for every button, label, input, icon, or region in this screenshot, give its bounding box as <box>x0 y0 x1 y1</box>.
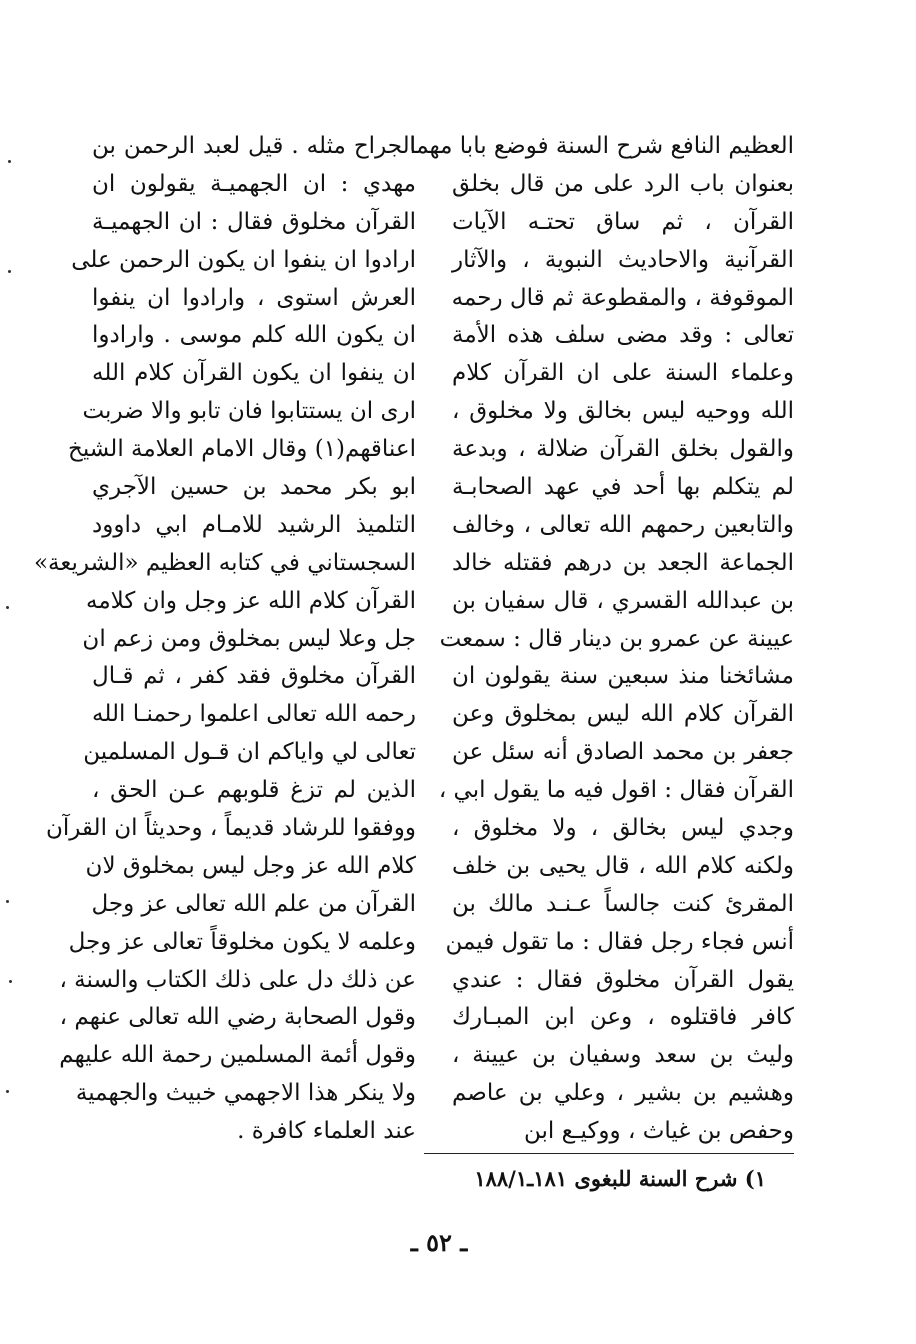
text-line: القرآن ، ثم ساق تحتـه الآيات <box>452 208 794 235</box>
text-line: القرآن فقال : اقول فيه ما يقول ابي ، <box>438 777 794 804</box>
text-line: الجماعة الجعد بن درهم فقتله خالد <box>452 549 794 576</box>
scan-speck <box>9 980 12 983</box>
text-line: رحمه الله تعالى اعلموا رحمنـا الله <box>92 701 416 728</box>
text-line: التلميذ الرشيد للامـام ابي داوود <box>92 511 416 538</box>
page-number: ـ ٥٢ ـ <box>410 1228 468 1257</box>
scan-speck <box>8 160 11 163</box>
text-line: كلام الله عز وجل ليس بمخلوق لان <box>85 852 416 879</box>
text-line: القرآن مخلوق فقد كفر ، ثم قـال <box>92 663 416 690</box>
text-line: القرآن مخلوق فقال : ان الجهميـة <box>92 208 416 235</box>
text-line: عن ذلك دل على ذلك الكتاب والسنة ، <box>59 966 416 993</box>
footnote-rule <box>424 1153 794 1154</box>
text-line: ولكنه كلام الله ، قال يحيى بن خلف <box>452 852 794 879</box>
text-line: ان يكون الله كلم موسى . وارادوا <box>92 322 416 349</box>
text-line: السجستاني في كتابه العظيم «الشريعة» <box>33 549 416 576</box>
text-line: عيينة عن عمرو بن دينار قال : سمعت <box>439 625 794 652</box>
text-line: يقول القرآن مخلوق فقال : عندي <box>452 966 794 993</box>
text-line: كافر فاقتلوه ، وعن ابن المبـارك <box>452 1004 794 1031</box>
text-line: وحفص بن غياث ، ووكيـع ابن <box>523 1118 794 1145</box>
text-line: اعناقهم(١) وقال الامام العلامة الشيخ <box>68 436 416 463</box>
text-line: مهدي : ان الجهميـة يقولون ان <box>92 170 416 197</box>
left-text-column <box>33 128 416 1151</box>
text-line: القرآن كلام الله ليس بمخلوق وعن <box>452 701 794 728</box>
text-line: المقرئ كنت جالساً عـنـد مالك بن <box>452 890 794 917</box>
text-line: وقول الصحابة رضي الله تعالى عنهم ، <box>59 1004 416 1031</box>
text-line: مشائخنا منذ سبعين سنة يقولون ان <box>452 663 794 690</box>
text-line: وعلماء السنة على ان القرآن كلام <box>452 360 794 387</box>
text-line: تعالى : وقد مضى سلف هذه الأمة <box>452 322 794 349</box>
text-line: والتابعين رحمهم الله تعالى ، وخالف <box>452 511 794 538</box>
text-line: القرآن كلام الله عز وجل وان كلامه <box>86 587 416 614</box>
text-line: الجراح مثله . قيل لعبد الرحمن بن <box>92 133 416 159</box>
text-line: القرآنية والاحاديث النبوية ، والآثار <box>452 246 794 273</box>
text-line: وجدي ليس بخالق ، ولا مخلوق ، <box>452 815 794 842</box>
text-line: ابو بكر محمد بن حسين الآجري <box>92 474 416 501</box>
text-line: ولا ينكر هذا الاجهمي خبيث والجهمية <box>75 1080 416 1107</box>
text-line: جل وعلا ليس بمخلوق ومن زعم ان <box>82 625 416 652</box>
text-line: وهشيم بن بشير ، وعلي بن عاصم <box>452 1080 794 1107</box>
text-line: والقول بخلق القرآن ضلالة ، وبدعة <box>452 436 794 463</box>
text-line: الموقوفة ، والمقطوعة ثم قال رحمه <box>451 284 794 311</box>
text-line: ان ينفوا ان يكون القرآن كلام الله <box>92 360 416 387</box>
text-line: وعلمه لا يكون مخلوقاً تعالى عز وجل <box>68 928 416 955</box>
text-line: العرش استوى ، وارادوا ان ينفوا <box>92 284 416 311</box>
text-line: جعفر بن محمد الصادق أنه سئل عن <box>452 739 794 766</box>
text-line: القرآن من علم الله تعالى عز وجل <box>91 890 416 917</box>
footnote: ١) شرح السنة للبغوى ١٨١ـ١٨٨/١ <box>474 1166 766 1191</box>
text-line: بن عبدالله القسري ، قال سفيان بن <box>452 587 794 614</box>
text-line: أنس فجاء رجل فقال : ما تقول فيمن <box>445 928 794 955</box>
text-line: ووفقوا للرشاد قديماً ، وحديثاً ان القرآن <box>45 815 416 842</box>
text-line: وليث بن سعد وسفيان بن عيينة ، <box>452 1042 794 1069</box>
text-line: العظيم النافع شرح السنة فوضع بابا مهما <box>409 133 794 159</box>
text-line: ارى ان يستتابوا فان تابو والا ضربت <box>82 398 416 425</box>
text-line: الذين لم تزغ قلوبهم عـن الحق ، <box>92 777 416 804</box>
scan-speck <box>6 1090 9 1093</box>
text-line: لم يتكلم بها أحد في عهد الصحابـة <box>452 474 794 501</box>
text-line: عند العلماء كافرة . <box>237 1118 416 1145</box>
text-line: ارادوا ان ينفوا ان يكون الرحمن على <box>71 246 416 273</box>
text-line: وقول أئمة المسلمين رحمة الله عليهم <box>59 1042 416 1069</box>
text-line: الله ووحيه ليس بخالق ولا مخلوق ، <box>452 398 794 425</box>
scan-speck <box>6 900 9 903</box>
text-line: تعالى لي واياكم ان قـول المسلمين <box>83 739 416 766</box>
scan-speck <box>8 270 11 273</box>
text-line: بعنوان باب الرد على من قال بخلق <box>452 170 794 197</box>
right-text-column <box>409 128 794 1151</box>
scan-speck <box>6 606 9 609</box>
